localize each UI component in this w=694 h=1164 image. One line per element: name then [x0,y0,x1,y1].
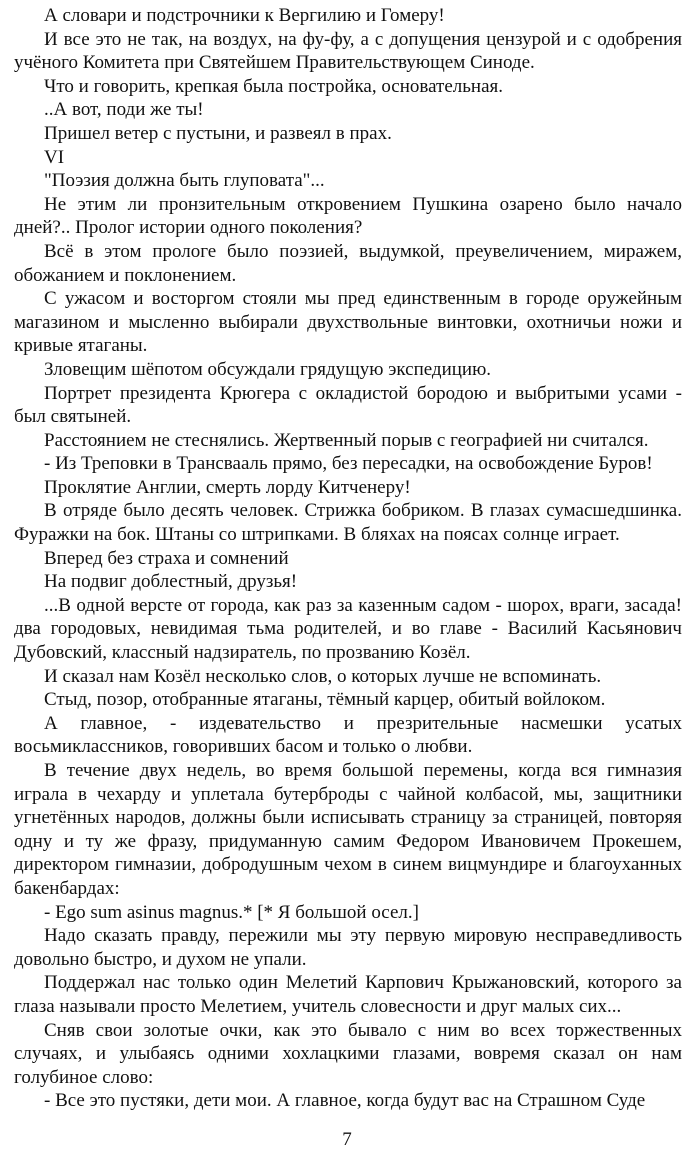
paragraph: Сняв свои золотые очки, как это бывало с ним во всех торжественных случаях, и улыбаясь одними хохлацкими глазами, вовремя сказал он нам голубиное слово: [14,1019,682,1088]
paragraph: Не этим ли пронзительным откровением Пушкина озарено было начало дней?.. Пролог истории одного поколения? [14,193,682,239]
paragraph: С ужасом и восторгом стояли мы пред единственным в городе оружейным магазином и мысленно выбирали двухствольные винтовки, охотничьи ножи и кривые ятаганы. [14,288,682,357]
paragraph: Что и говорить, крепкая была постройка, основательная. [44,75,504,97]
paragraph: Всё в этом прологе было поэзией, выдумкой, преувеличением, миражем, обожанием и поклонением. [14,240,682,286]
paragraph: Пришел ветер с пустыни, и развеял в прах. [44,122,392,144]
paragraph: ...В одной версте от города, как раз за казенным садом - шорох, враги, засада! два городовых, невидимая тьма родителей, и во главе - Василий Касьянович Дубовский, классный надзиратель, по прозванию Козёл. [14,594,682,664]
page-number: 7 [342,1129,352,1150]
paragraph: Зловещим шёпотом обсуждали грядущую экспедицию. [44,358,492,380]
paragraph: - Ego sum asinus magnus.* [* Я большой осел.] [44,901,419,923]
paragraph: И сказал нам Козёл несколько слов, о которых лучше не вспоминать. [44,665,602,687]
paragraph: - Из Треповки в Трансвааль прямо, без пересадки, на освобождение Буров! [44,453,653,475]
paragraph: Расстоянием не стеснялись. Жертвенный порыв с географией ни считался. [44,429,649,451]
page-text [14,4,682,1113]
paragraph: А главное, - издевательство и презрительные насмешки усатых восьмиклассников, говоривших басом и только о любви. [14,712,682,758]
paragraph: ..А вот, поди же ты! [44,99,204,121]
paragraph: В отряде было десять человек. Стрижка бобриком. В глазах сумасшедшинка. Фуражки на бок. Штаны со штрипками. В бляхах на поясах солнце играет. [14,500,682,546]
verse-line: Вперед без страха и сомнений [44,547,289,569]
chapter-heading: VI [44,146,65,168]
paragraph: А словари и подстрочники к Вергилию и Гомеру! [44,5,445,26]
paragraph: Надо сказать правду, пережили мы эту первую мировую несправедливость довольно быстро, и духом не упали. [14,925,682,970]
paragraph: Стыд, позор, отобранные ятаганы, тёмный карцер, обитый войлоком. [44,689,606,711]
verse-line: На подвиг доблестный, друзья! [44,571,298,593]
paragraph: Проклятие Англии, смерть лорду Китченеру! [44,476,411,498]
paragraph: И все это не так, на воздух, на фу-фу, а с допущения цензурой и с одобрения учёного Комитета при Святейшем Правительствующем Синоде. [14,28,682,74]
paragraph: - Все это пустяки, дети мои. А главное, когда будут вас на Страшном Суде [44,1090,646,1112]
paragraph: Портрет президента Крюгера с окладистой бородою и выбритыми усами - был святыней. [14,382,682,428]
paragraph: В течение двух недель, во время большой перемены, когда вся гимназия играла в чехарду и уплетала бутерброды с чайной колбасой, мы, защитники угнетённых народов, должны были исписывать страницу за страницей, повторяя одну и ту же фразу, придуманную самим Федором Ивановичем Прокешем, директором гимназии, добродушным чехом в синем вицмундире и благоуханных бакенбардах: [14,760,682,899]
paragraph: "Поэзия должна быть глуповата"... [44,170,325,192]
paragraph: Поддержал нас только один Мелетий Карпович Крыжановский, которого за глаза называли просто Мелетием, учитель словесности и друг малых сих... [14,972,682,1017]
